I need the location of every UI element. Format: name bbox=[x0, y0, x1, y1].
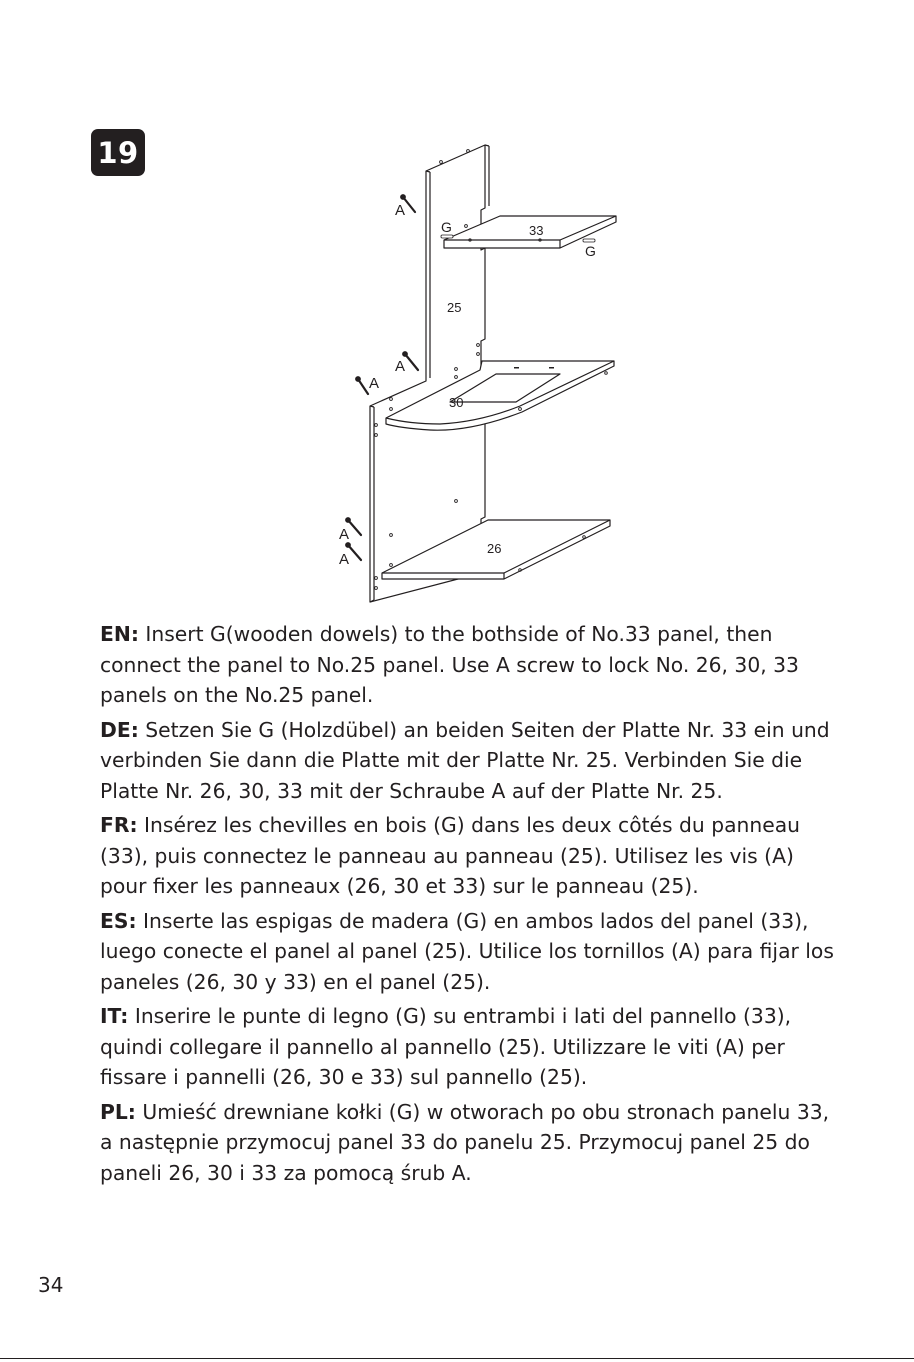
dowel-label: G bbox=[585, 243, 596, 259]
screw-label: A bbox=[395, 202, 406, 219]
instruction-text: Inserte las espigas de madera (G) en ambos lados del panel (33), luego conecte el panel al panel (25). Utilice los tornillos (A) para fijar los paneles (26, 30 y 33) en el panel (25). bbox=[100, 908, 834, 994]
lang-code: ES: bbox=[100, 908, 137, 933]
bottom-rule bbox=[0, 1358, 914, 1359]
instruction-fr bbox=[100, 810, 845, 902]
assembly-drawing bbox=[330, 140, 630, 610]
instruction-es bbox=[100, 906, 845, 998]
instruction-en bbox=[100, 619, 845, 711]
screw-label: A bbox=[339, 526, 350, 543]
instruction-text: Umieść drewniane kołki (G) w otworach po obu stronach panelu 33, a następnie przymocuj panel 33 do panelu 25. Przymocuj panel 25 do paneli 26, 30 i 33 za pomocą śrub A. bbox=[100, 1099, 830, 1185]
panel-25-label: 25 bbox=[447, 300, 462, 315]
lang-code: DE: bbox=[100, 717, 139, 742]
dowel-right-icon bbox=[583, 239, 595, 242]
panel-26-label: 26 bbox=[487, 541, 502, 556]
panel-33-label: 33 bbox=[529, 223, 544, 238]
panel-30-label: 30 bbox=[449, 395, 464, 410]
instruction-text: Setzen Sie G (Holzdübel) an beiden Seiten der Platte Nr. 33 ein und verbinden Sie dann die Platte mit der Platte Nr. 25. Verbinden Sie die Platte Nr. 26, 30, 33 mit der Schraube A auf der Platte Nr. 25. bbox=[100, 717, 830, 803]
instruction-pl bbox=[100, 1097, 845, 1189]
instruction-de bbox=[100, 715, 845, 807]
lang-code: EN: bbox=[100, 622, 139, 646]
screw-a-left-icon bbox=[356, 377, 368, 394]
screw-label: A bbox=[395, 358, 406, 375]
instruction-text: Insérez les chevilles en bois (G) dans les deux côtés du panneau (33), puis connectez le panneau au panneau (25). Utilisez les vis (A) pour fixer les panneaux (26, 30 et 33) sur le panneau (25). bbox=[100, 813, 800, 898]
lang-code: FR: bbox=[100, 813, 138, 837]
instruction-text: Insert G(wooden dowels) to the bothside of No.33 panel, then connect the panel to No.25 panel. Use A screw to lock No. 26, 30, 33 panels on the No.25 panel. bbox=[100, 622, 799, 707]
screw-label: A bbox=[339, 551, 350, 568]
instruction-text: Inserire le punte di legno (G) su entrambi i lati del pannello (33), quindi collegare il pannello al pannello (25). Utilizzare le viti (A) per fissare i pannelli (26, 30 e 33) sul pannello (25). bbox=[100, 1004, 792, 1089]
lang-code: PL: bbox=[100, 1099, 136, 1124]
instructions-block bbox=[100, 619, 845, 1192]
lang-code: IT: bbox=[100, 1004, 129, 1028]
instruction-it bbox=[100, 1001, 845, 1093]
page-number: 34 bbox=[38, 1273, 64, 1297]
dowel-left-icon bbox=[441, 235, 453, 238]
assembly-diagram bbox=[330, 140, 630, 610]
dowel-label: G bbox=[441, 219, 452, 235]
screw-label: A bbox=[369, 375, 380, 392]
step-number-badge: 19 bbox=[91, 129, 145, 176]
